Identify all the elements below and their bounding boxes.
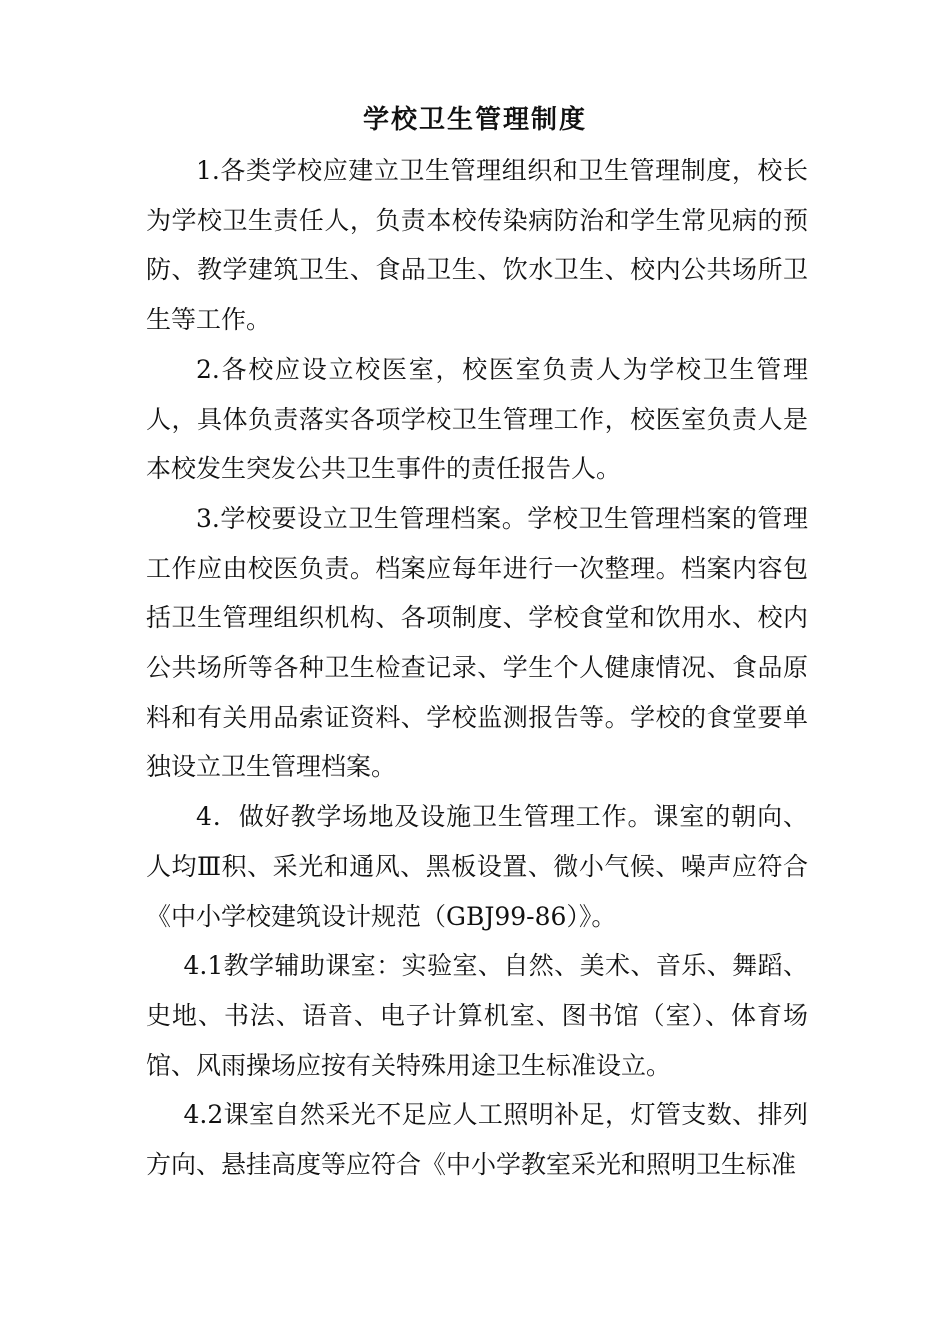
paragraph-4-1: 4.1教学辅助课室：实验室、自然、美术、音乐、舞蹈、史地、书法、语音、电子计算机室、图书馆（室）、体育场馆、风雨操场应按有关特殊用途卫生标准设立。 — [146, 951, 808, 1080]
document-body — [146, 146, 808, 1190]
paragraph-3: 3.学校要设立卫生管理档案。学校卫生管理档案的管理工作应由校医负责。档案应每年进行一次整理。档案内容包括卫生管理组织机构、各项制度、学校食堂和饮用水、校内公共场所等各种卫生检查记录、学生个人健康情况、食品原料和有关用品索证资料、学校监测报告等。学校的食堂要单独设立卫生管理档案。 — [146, 503, 808, 782]
document-title: 学校卫生管理制度 — [362, 105, 587, 135]
paragraph-4: 4．做好教学场地及设施卫生管理工作。课室的朝向、人均Ⅲ积、采光和通风、黑板设置、微小气候、噪声应符合《中小学校建筑设计规范（GBJ99-86）》。 — [146, 802, 808, 931]
paragraph-4-2: 4.2课室自然采光不足应人工照明补足，灯管支数、排列方向、悬挂高度等应符合《中小学教室采光和照明卫生标准 — [146, 1100, 808, 1180]
paragraph-2: 2.各校应设立校医室，校医室负责人为学校卫生管理人，具体负责落实各项学校卫生管理工作，校医室负责人是本校发生突发公共卫生事件的责任报告人。 — [146, 354, 808, 484]
paragraph-1: 1.各类学校应建立卫生管理组织和卫生管理制度，校长为学校卫生责任人，负责本校传染病防治和学生常见病的预防、教学建筑卫生、食品卫生、饮水卫生、校内公共场所卫生等工作。 — [146, 156, 808, 335]
